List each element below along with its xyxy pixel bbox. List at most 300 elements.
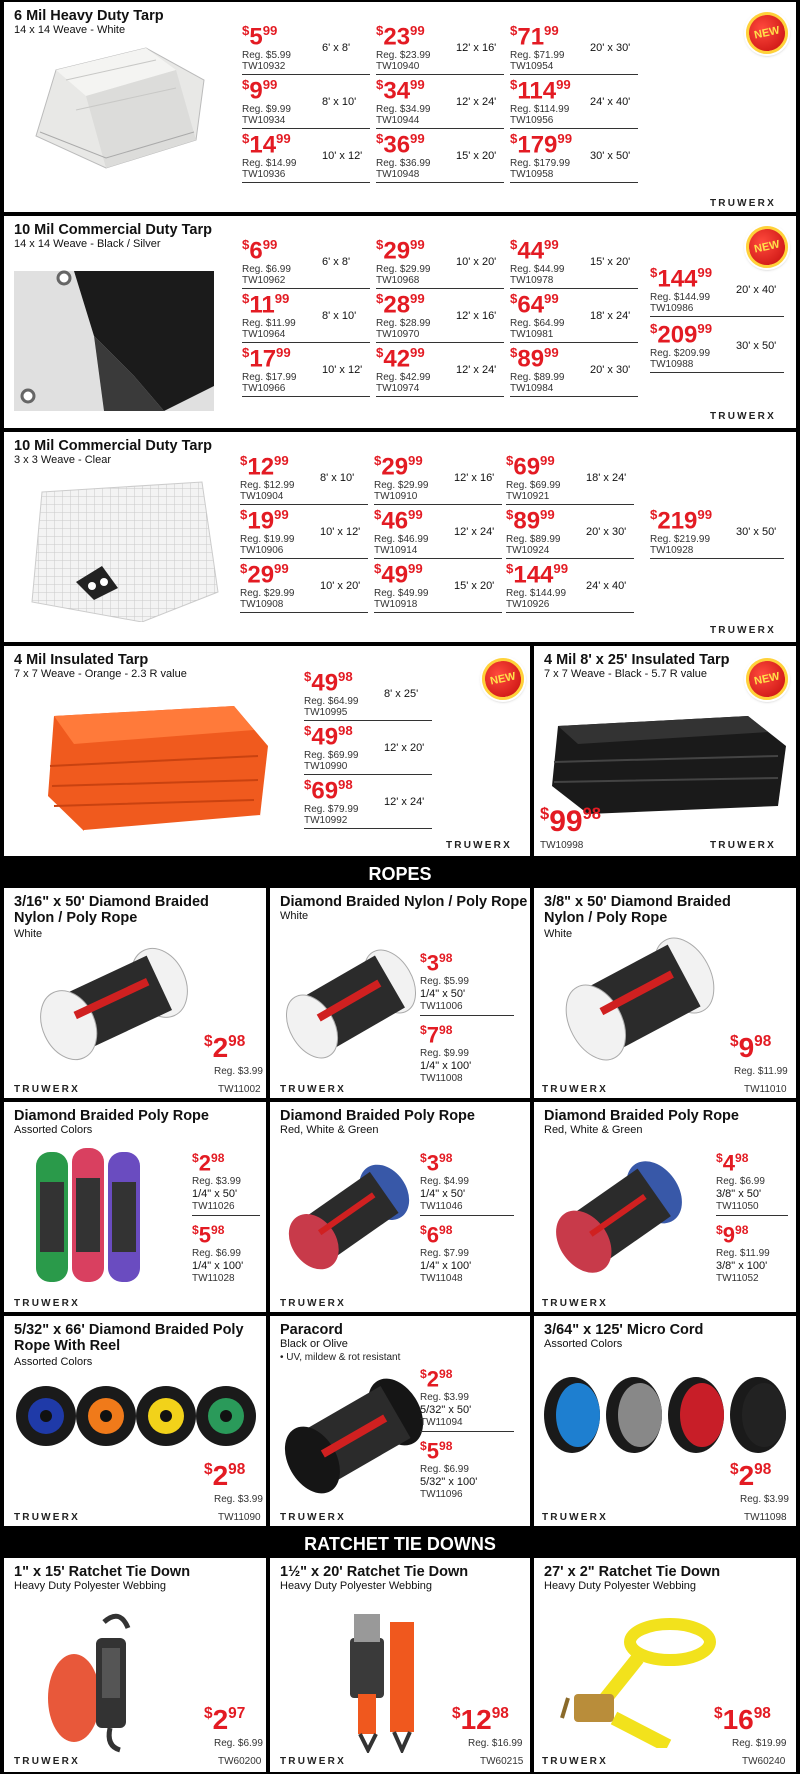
regular-price: Reg. $179.99 bbox=[510, 158, 571, 169]
sku: TW10988 bbox=[650, 359, 694, 370]
product-title: 3/8" x 50' Diamond Braided Nylon / Poly Rope bbox=[544, 894, 731, 926]
sale-price: $^{\$}49^{99}$ bbox=[374, 561, 423, 589]
sku: TW10914 bbox=[374, 545, 418, 556]
divider bbox=[304, 774, 432, 775]
truwerx-logo: TRUWERX bbox=[710, 625, 776, 636]
regular-price: Reg. $17.99 bbox=[242, 372, 297, 383]
size-label: 12' x 24' bbox=[384, 796, 425, 808]
ropes-banner: ROPES bbox=[0, 860, 800, 888]
size-label: 30' x 50' bbox=[590, 150, 631, 162]
size-label: 1/4" x 100' bbox=[192, 1260, 244, 1272]
product-title: 3/16" x 50' Diamond Braided Nylon / Poly Rope bbox=[14, 894, 209, 926]
divider bbox=[240, 504, 368, 505]
size-label: 5/32" x 50' bbox=[420, 1404, 472, 1416]
product-title: 10 Mil Commercial Duty Tarp bbox=[14, 438, 212, 454]
product-subtitle: Red, White & Green bbox=[280, 1124, 379, 1136]
divider bbox=[506, 612, 634, 613]
sale-price: $^{\$}219^{99}$ bbox=[650, 507, 713, 535]
sku: TW10998 bbox=[540, 840, 584, 851]
sale-price: $^{\$}9^{98}$ bbox=[730, 1032, 772, 1064]
sku: TW11094 bbox=[420, 1417, 463, 1428]
regular-price: Reg. $3.99 bbox=[214, 1494, 263, 1505]
sale-price: $^{\$}5^{98}$ bbox=[192, 1222, 225, 1248]
divider bbox=[506, 558, 634, 559]
size-label: 12' x 24' bbox=[456, 96, 497, 108]
sku: TW60200 bbox=[218, 1756, 262, 1767]
divider bbox=[374, 504, 502, 505]
sku: TW11008 bbox=[420, 1073, 463, 1084]
sale-price: $^{\$}28^{99}$ bbox=[376, 291, 425, 319]
size-label: 3/8" x 50' bbox=[716, 1188, 762, 1200]
divider bbox=[510, 288, 638, 289]
sku: TW10995 bbox=[304, 707, 348, 718]
size-label: 5/32" x 100' bbox=[420, 1476, 478, 1488]
regular-price: Reg. $9.99 bbox=[242, 104, 291, 115]
product-subtitle: 14 x 14 Weave - Black / Silver bbox=[14, 238, 161, 250]
divider bbox=[650, 316, 784, 317]
sale-price: $^{\$}64^{99}$ bbox=[510, 291, 559, 319]
rope-panel-poly-assorted bbox=[4, 1102, 266, 1312]
sale-price: $^{\$}144^{99}$ bbox=[650, 265, 713, 293]
size-label: 18' x 24' bbox=[590, 310, 631, 322]
size-label: 12' x 24' bbox=[454, 526, 495, 538]
rope-reels-image bbox=[14, 1376, 260, 1456]
regular-price: Reg. $144.99 bbox=[650, 292, 711, 303]
sku: TW11050 bbox=[716, 1201, 759, 1212]
regular-price: Reg. $44.99 bbox=[510, 264, 565, 275]
product-title: Diamond Braided Poly Rope bbox=[280, 1108, 475, 1124]
sale-price: $^{\$}29^{99}$ bbox=[374, 453, 423, 481]
rope-panel-poly-rwg-1-4 bbox=[270, 1102, 530, 1312]
sale-price: $^{\$}3^{98}$ bbox=[420, 1150, 453, 1176]
size-label: 6' x 8' bbox=[322, 256, 351, 268]
product-title: Diamond Braided Nylon / Poly Rope bbox=[280, 894, 528, 910]
sale-price: $^{\$}46^{99}$ bbox=[374, 507, 423, 535]
sku: TW11098 bbox=[744, 1512, 787, 1523]
sale-price: $^{\$}6^{99}$ bbox=[242, 237, 278, 265]
regular-price: Reg. $29.99 bbox=[374, 480, 429, 491]
sale-price: $^{\$}99^{98}$ bbox=[540, 804, 601, 838]
sku: TW60240 bbox=[742, 1756, 786, 1767]
sale-price: $^{\$}69^{98}$ bbox=[304, 777, 353, 805]
new-badge: NEW bbox=[478, 654, 528, 704]
truwerx-logo: TRUWERX bbox=[710, 411, 776, 422]
size-label: 1/4" x 50' bbox=[192, 1188, 238, 1200]
ratchet-panel-27ft bbox=[534, 1558, 796, 1772]
sku: TW10966 bbox=[242, 383, 286, 394]
regular-price: Reg. $4.99 bbox=[420, 1176, 469, 1187]
regular-price: Reg. $3.99 bbox=[214, 1066, 263, 1077]
product-title: 4 Mil Insulated Tarp bbox=[14, 652, 149, 668]
sku: TW11028 bbox=[192, 1273, 235, 1284]
sku: TW10978 bbox=[510, 275, 554, 286]
size-label: 8' x 10' bbox=[322, 96, 357, 108]
regular-price: Reg. $5.99 bbox=[420, 976, 469, 987]
product-title: 5/32" x 66' Diamond Braided Poly Rope With Reel bbox=[14, 1322, 244, 1354]
feature-bullet: • UV, mildew & rot resistant bbox=[280, 1352, 401, 1363]
size-label: 12' x 24' bbox=[456, 364, 497, 376]
paracord-panel bbox=[270, 1316, 530, 1526]
sale-price: $^{\$}4^{98}$ bbox=[716, 1150, 749, 1176]
product-subtitle: Assorted Colors bbox=[14, 1124, 93, 1136]
size-label: 20' x 30' bbox=[586, 526, 627, 538]
divider bbox=[242, 128, 370, 129]
black-tarp-image bbox=[548, 706, 788, 816]
size-label: 20' x 40' bbox=[736, 284, 777, 296]
divider bbox=[304, 720, 432, 721]
size-label: 10' x 12' bbox=[320, 526, 361, 538]
regular-price: Reg. $144.99 bbox=[506, 588, 567, 599]
regular-price: Reg. $6.99 bbox=[214, 1738, 263, 1749]
sale-price: $^{\$}23^{99}$ bbox=[376, 23, 425, 51]
regular-price: Reg. $23.99 bbox=[376, 50, 431, 61]
sku: TW10948 bbox=[376, 169, 420, 180]
regular-price: Reg. $3.99 bbox=[192, 1176, 241, 1187]
sale-price: $^{\$}29^{99}$ bbox=[240, 561, 289, 589]
size-label: 8' x 10' bbox=[320, 472, 355, 484]
divider bbox=[240, 612, 368, 613]
regular-price: Reg. $5.99 bbox=[242, 50, 291, 61]
regular-price: Reg. $19.99 bbox=[732, 1738, 787, 1749]
regular-price: Reg. $64.99 bbox=[510, 318, 565, 329]
sku: TW11002 bbox=[218, 1084, 261, 1095]
product-title: Diamond Braided Poly Rope bbox=[544, 1108, 739, 1124]
sku: TW11096 bbox=[420, 1489, 463, 1500]
truwerx-logo: TRUWERX bbox=[542, 1512, 608, 1523]
sku: TW11006 bbox=[420, 1001, 463, 1012]
tarp-panel-10mil-clear bbox=[4, 432, 796, 642]
sale-price: $^{\$}5^{98}$ bbox=[420, 1438, 453, 1464]
size-label: 10' x 20' bbox=[456, 256, 497, 268]
regular-price: Reg. $6.99 bbox=[242, 264, 291, 275]
divider bbox=[192, 1215, 260, 1216]
regular-price: Reg. $11.99 bbox=[716, 1248, 770, 1259]
divider bbox=[242, 74, 370, 75]
insulated-tarp-orange-panel bbox=[4, 646, 530, 856]
truwerx-logo: TRUWERX bbox=[280, 1298, 346, 1309]
regular-price: Reg. $11.99 bbox=[242, 318, 296, 329]
sku: TW60215 bbox=[480, 1756, 524, 1767]
product-subtitle: Heavy Duty Polyester Webbing bbox=[14, 1580, 167, 1592]
divider bbox=[716, 1215, 788, 1216]
sku: TW10962 bbox=[242, 275, 286, 286]
regular-price: Reg. $28.99 bbox=[376, 318, 431, 329]
sale-price: $^{\$}114^{99}$ bbox=[510, 77, 571, 105]
regular-price: Reg. $3.99 bbox=[740, 1494, 789, 1505]
divider bbox=[420, 1431, 514, 1432]
rope-panel-3-8 bbox=[534, 888, 796, 1098]
regular-price: Reg. $6.99 bbox=[716, 1176, 765, 1187]
sale-price: $^{\$}89^{99}$ bbox=[506, 507, 555, 535]
divider bbox=[242, 182, 370, 183]
rope-panel-poly-rwg-3-8 bbox=[534, 1102, 796, 1312]
size-label: 1/4" x 100' bbox=[420, 1060, 472, 1072]
sku: TW10936 bbox=[242, 169, 286, 180]
ratchet-strap-image bbox=[558, 1608, 728, 1748]
product-title: 3/64" x 125' Micro Cord bbox=[544, 1322, 704, 1338]
sale-price: $^{\$}71^{99}$ bbox=[510, 23, 559, 51]
sale-price: $^{\$}16^{98}$ bbox=[714, 1704, 771, 1736]
white-rope-image bbox=[276, 934, 426, 1074]
sku: TW10908 bbox=[240, 599, 284, 610]
sale-price: $^{\$}2^{98}$ bbox=[204, 1460, 246, 1492]
sku: TW10906 bbox=[240, 545, 284, 556]
sku: TW10992 bbox=[304, 815, 348, 826]
sku: TW10928 bbox=[650, 545, 694, 556]
size-label: 15' x 20' bbox=[454, 580, 495, 592]
tarp-panel-10mil-black-silver bbox=[4, 216, 796, 428]
size-label: 30' x 50' bbox=[736, 340, 777, 352]
truwerx-logo: TRUWERX bbox=[710, 198, 776, 209]
divider bbox=[420, 1015, 514, 1016]
divider bbox=[376, 288, 504, 289]
size-label: 10' x 12' bbox=[322, 150, 363, 162]
size-label: 24' x 40' bbox=[590, 96, 631, 108]
sale-price: $^{\$}19^{99}$ bbox=[240, 507, 289, 535]
new-badge: NEW bbox=[742, 222, 792, 272]
sku: TW10924 bbox=[506, 545, 550, 556]
size-label: 12' x 20' bbox=[384, 742, 425, 754]
sku: TW10944 bbox=[376, 115, 420, 126]
sale-price: $^{\$}49^{98}$ bbox=[304, 669, 353, 697]
regular-price: Reg. $3.99 bbox=[420, 1392, 469, 1403]
divider bbox=[304, 828, 432, 829]
paracord-image bbox=[274, 1366, 434, 1506]
sku: TW10932 bbox=[242, 61, 286, 72]
size-label: 24' x 40' bbox=[586, 580, 627, 592]
regular-price: Reg. $9.99 bbox=[420, 1048, 469, 1059]
regular-price: Reg. $69.99 bbox=[506, 480, 561, 491]
sale-price: $^{\$}34^{99}$ bbox=[376, 77, 425, 105]
size-label: 18' x 24' bbox=[586, 472, 627, 484]
regular-price: Reg. $79.99 bbox=[304, 804, 359, 815]
product-subtitle: 3 x 3 Weave - Clear bbox=[14, 454, 112, 466]
divider bbox=[240, 558, 368, 559]
divider bbox=[506, 504, 634, 505]
insulated-tarp-black-panel bbox=[534, 646, 796, 856]
ratchet-panel-1-5in bbox=[270, 1558, 530, 1772]
sku: TW10990 bbox=[304, 761, 348, 772]
sku: TW10968 bbox=[376, 275, 420, 286]
regular-price: Reg. $89.99 bbox=[506, 534, 561, 545]
truwerx-logo: TRUWERX bbox=[542, 1084, 608, 1095]
rope-panel-nylon-poly bbox=[270, 888, 530, 1098]
regular-price: Reg. $29.99 bbox=[376, 264, 431, 275]
sale-price: $^{\$}44^{99}$ bbox=[510, 237, 559, 265]
product-subtitle: White bbox=[14, 928, 43, 940]
product-subtitle: Black or Olive bbox=[280, 1338, 348, 1350]
sku: TW10984 bbox=[510, 383, 554, 394]
size-label: 10' x 12' bbox=[322, 364, 363, 376]
regular-price: Reg. $64.99 bbox=[304, 696, 359, 707]
sku: TW10904 bbox=[240, 491, 284, 502]
ratchet-strap-image bbox=[330, 1608, 440, 1753]
sku: TW10956 bbox=[510, 115, 554, 126]
divider bbox=[242, 288, 370, 289]
white-rope-image bbox=[14, 944, 214, 1064]
rope-panel-reel bbox=[4, 1316, 266, 1526]
sale-price: $^{\$}179^{99}$ bbox=[510, 131, 573, 159]
product-title: 1½" x 20' Ratchet Tie Down bbox=[280, 1564, 469, 1580]
regular-price: Reg. $14.99 bbox=[242, 158, 297, 169]
regular-price: Reg. $69.99 bbox=[304, 750, 359, 761]
sale-price: $^{\$}2^{98}$ bbox=[730, 1460, 772, 1492]
regular-price: Reg. $114.99 bbox=[510, 104, 570, 115]
sale-price: $^{\$}36^{99}$ bbox=[376, 131, 425, 159]
truwerx-logo: TRUWERX bbox=[14, 1512, 80, 1523]
truwerx-logo: TRUWERX bbox=[14, 1298, 80, 1309]
sale-price: $^{\$}12^{98}$ bbox=[452, 1704, 509, 1736]
product-title: 4 Mil 8' x 25' Insulated Tarp bbox=[544, 652, 730, 668]
divider bbox=[376, 396, 504, 397]
regular-price: Reg. $209.99 bbox=[650, 348, 711, 359]
product-subtitle: 7 x 7 Weave - Black - 5.7 R value bbox=[544, 668, 708, 680]
micro-cord-spools-image bbox=[538, 1370, 792, 1460]
truwerx-logo: TRUWERX bbox=[280, 1512, 346, 1523]
size-label: 1/4" x 100' bbox=[420, 1260, 472, 1272]
orange-tarp-image bbox=[44, 696, 274, 836]
truwerx-logo: TRUWERX bbox=[542, 1298, 608, 1309]
size-label: 8' x 10' bbox=[322, 310, 357, 322]
regular-price: Reg. $46.99 bbox=[374, 534, 429, 545]
regular-price: Reg. $34.99 bbox=[376, 104, 431, 115]
sale-price: $^{\$}9^{98}$ bbox=[716, 1222, 749, 1248]
divider bbox=[242, 396, 370, 397]
new-badge: NEW bbox=[742, 8, 792, 58]
size-label: 15' x 20' bbox=[590, 256, 631, 268]
size-label: 30' x 50' bbox=[736, 526, 777, 538]
product-subtitle: Heavy Duty Polyester Webbing bbox=[544, 1580, 697, 1592]
sale-price: $^{\$}69^{99}$ bbox=[506, 453, 555, 481]
black-silver-tarp-image bbox=[14, 266, 214, 416]
divider bbox=[376, 182, 504, 183]
white-tarp-image bbox=[26, 40, 216, 170]
sku: TW10981 bbox=[510, 329, 554, 340]
sale-price: $^{\$}17^{99}$ bbox=[242, 345, 291, 373]
size-label: 12' x 16' bbox=[456, 310, 497, 322]
sale-price: $^{\$}6^{98}$ bbox=[420, 1222, 453, 1248]
size-label: 12' x 16' bbox=[456, 42, 497, 54]
size-label: 20' x 30' bbox=[590, 364, 631, 376]
truwerx-logo: TRUWERX bbox=[446, 840, 512, 851]
sku: TW11048 bbox=[420, 1273, 463, 1284]
sku: TW10926 bbox=[506, 599, 550, 610]
size-label: 15' x 20' bbox=[456, 150, 497, 162]
sale-price: $^{\$}2^{97}$ bbox=[204, 1704, 246, 1736]
product-title: 10 Mil Commercial Duty Tarp bbox=[14, 222, 212, 238]
sku: TW10954 bbox=[510, 61, 554, 72]
regular-price: Reg. $6.99 bbox=[192, 1248, 241, 1259]
sku: TW11052 bbox=[716, 1273, 759, 1284]
sku: TW10986 bbox=[650, 303, 694, 314]
product-subtitle: 7 x 7 Weave - Orange - 2.3 R value bbox=[14, 668, 187, 680]
sale-price: $^{\$}11^{99}$ bbox=[242, 291, 290, 319]
divider bbox=[650, 558, 784, 559]
divider bbox=[376, 74, 504, 75]
regular-price: Reg. $12.99 bbox=[240, 480, 295, 491]
ratchet-panel-1in bbox=[4, 1558, 266, 1772]
tarp-panel-6mil bbox=[4, 2, 796, 212]
product-title: Paracord bbox=[280, 1322, 343, 1338]
red-white-green-rope-image bbox=[544, 1152, 694, 1282]
clear-tarp-image bbox=[22, 472, 222, 622]
regular-price: Reg. $42.99 bbox=[376, 372, 431, 383]
size-label: 6' x 8' bbox=[322, 42, 351, 54]
sale-price: $^{\$}42^{99}$ bbox=[376, 345, 425, 373]
red-white-green-rope-image bbox=[274, 1152, 424, 1282]
product-title: Diamond Braided Poly Rope bbox=[14, 1108, 209, 1124]
divider bbox=[510, 128, 638, 129]
regular-price: Reg. $49.99 bbox=[374, 588, 429, 599]
product-subtitle: White bbox=[544, 928, 573, 940]
size-label: 1/4" x 50' bbox=[420, 1188, 466, 1200]
sku: TW10910 bbox=[374, 491, 418, 502]
sale-price: $^{\$}9^{99}$ bbox=[242, 77, 278, 105]
sku: TW10940 bbox=[376, 61, 420, 72]
micro-cord-panel bbox=[534, 1316, 796, 1526]
product-title: 27' x 2" Ratchet Tie Down bbox=[544, 1564, 721, 1580]
product-subtitle: Assorted Colors bbox=[14, 1356, 93, 1368]
sku: TW11026 bbox=[192, 1201, 235, 1212]
divider bbox=[376, 342, 504, 343]
truwerx-logo: TRUWERX bbox=[280, 1756, 346, 1767]
regular-price: Reg. $89.99 bbox=[510, 372, 565, 383]
sku: TW10974 bbox=[376, 383, 420, 394]
sale-price: $^{\$}7^{98}$ bbox=[420, 1022, 453, 1048]
sale-price: $^{\$}5^{99}$ bbox=[242, 23, 278, 51]
divider bbox=[510, 396, 638, 397]
sku: TW10970 bbox=[376, 329, 420, 340]
sale-price: $^{\$}14^{99}$ bbox=[242, 131, 291, 159]
sku: TW10921 bbox=[506, 491, 550, 502]
sku: TW10934 bbox=[242, 115, 286, 126]
product-title: 6 Mil Heavy Duty Tarp bbox=[14, 8, 164, 24]
sale-price: $^{\$}2^{98}$ bbox=[192, 1150, 225, 1176]
truwerx-logo: TRUWERX bbox=[14, 1084, 80, 1095]
divider bbox=[510, 74, 638, 75]
sku: TW10958 bbox=[510, 169, 554, 180]
sale-price: $^{\$}2^{98}$ bbox=[204, 1032, 246, 1064]
regular-price: Reg. $71.99 bbox=[510, 50, 565, 61]
size-label: 1/4" x 50' bbox=[420, 988, 466, 1000]
divider bbox=[420, 1215, 514, 1216]
product-subtitle: Red, White & Green bbox=[544, 1124, 643, 1136]
white-rope-image bbox=[550, 934, 730, 1064]
regular-price: Reg. $29.99 bbox=[240, 588, 295, 599]
regular-price: Reg. $219.99 bbox=[650, 534, 711, 545]
sale-price: $^{\$}49^{98}$ bbox=[304, 723, 353, 751]
product-subtitle: 14 x 14 Weave - White bbox=[14, 24, 126, 36]
size-label: 12' x 16' bbox=[454, 472, 495, 484]
truwerx-logo: TRUWERX bbox=[710, 840, 776, 851]
sale-price: $^{\$}209^{99}$ bbox=[650, 321, 713, 349]
sku: TW11010 bbox=[744, 1084, 787, 1095]
sale-price: $^{\$}12^{99}$ bbox=[240, 453, 289, 481]
divider bbox=[650, 372, 784, 373]
new-badge: NEW bbox=[742, 654, 792, 704]
regular-price: Reg. $16.99 bbox=[468, 1738, 523, 1749]
regular-price: Reg. $36.99 bbox=[376, 158, 431, 169]
truwerx-logo: TRUWERX bbox=[14, 1756, 80, 1767]
product-title: 1" x 15' Ratchet Tie Down bbox=[14, 1564, 191, 1580]
truwerx-logo: TRUWERX bbox=[542, 1756, 608, 1767]
sku: TW10918 bbox=[374, 599, 418, 610]
sale-price: $^{\$}3^{98}$ bbox=[420, 950, 453, 976]
assorted-rope-image bbox=[34, 1142, 144, 1292]
divider bbox=[374, 612, 502, 613]
regular-price: Reg. $7.99 bbox=[420, 1248, 469, 1259]
sku: TW11090 bbox=[218, 1512, 261, 1523]
